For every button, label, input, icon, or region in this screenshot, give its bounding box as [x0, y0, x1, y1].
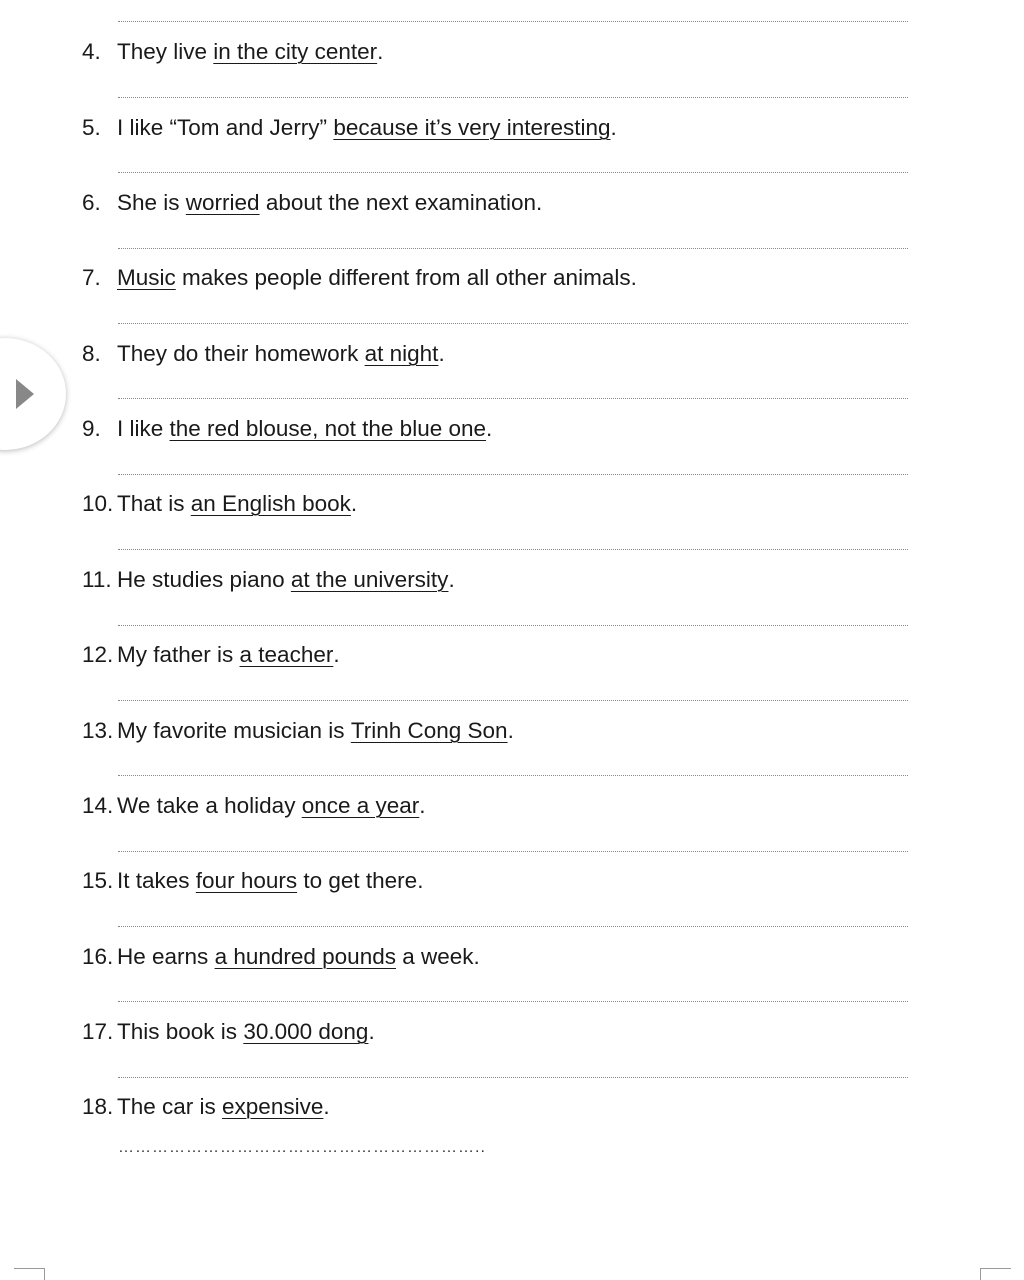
- item-number: 12.: [82, 642, 114, 667]
- item-text-after: .: [486, 416, 493, 441]
- play-icon: [16, 379, 34, 409]
- answer-line: [118, 625, 908, 626]
- page-corner-mark: [980, 1268, 1011, 1280]
- item-text-after: .: [368, 1019, 375, 1044]
- exercise-item-11: [82, 565, 455, 595]
- item-text-after: .: [507, 718, 514, 743]
- item-underlined-phrase: Trinh Cong Son: [350, 718, 508, 743]
- item-number: 17.: [82, 1019, 114, 1044]
- answer-line: [118, 775, 908, 776]
- exercise-item-10: [82, 489, 357, 519]
- answer-line: [118, 1077, 908, 1078]
- item-text-before: She is: [117, 190, 186, 215]
- item-text-after: to get there.: [297, 868, 424, 893]
- item-number: 6.: [82, 190, 101, 215]
- exercise-item-17: [82, 1017, 375, 1047]
- answer-line: [118, 248, 908, 249]
- item-number: 5.: [82, 115, 101, 140]
- item-underlined-phrase: Music: [117, 265, 176, 290]
- exercise-item-16: [82, 942, 480, 972]
- item-number: 14.: [82, 793, 114, 818]
- item-underlined-phrase: once a year: [301, 793, 420, 818]
- item-underlined-phrase: at the university: [290, 567, 449, 592]
- item-underlined-phrase: an English book: [190, 491, 351, 516]
- item-text-after: .: [323, 1094, 330, 1119]
- item-text-before: He earns: [117, 944, 215, 969]
- page-corner-mark: [14, 1268, 45, 1280]
- exercise-item-4: [82, 37, 383, 67]
- item-text-after: .: [350, 491, 358, 516]
- final-answer-line: ………………………………………………………..: [118, 1139, 486, 1156]
- item-text-after: .: [610, 115, 617, 140]
- exercise-item-18: [82, 1092, 330, 1122]
- item-number: 16.: [82, 944, 114, 969]
- exercise-item-14: [82, 791, 426, 821]
- item-number: 4.: [82, 39, 101, 64]
- item-text-before: It takes: [117, 868, 196, 893]
- exercise-item-5: [82, 113, 617, 143]
- exercise-item-8: [82, 339, 445, 369]
- exercise-item-12: [82, 640, 340, 670]
- item-text-before: They live: [117, 39, 214, 64]
- item-underlined-phrase: at night: [364, 341, 439, 366]
- item-text-before: The car is: [117, 1094, 223, 1119]
- item-text-before: I like: [117, 416, 170, 441]
- answer-line: [118, 474, 908, 475]
- item-text-before: This book is: [117, 1019, 244, 1044]
- exercise-item-13: [82, 716, 514, 746]
- item-number: 10.: [82, 491, 114, 516]
- answer-line: [118, 549, 908, 550]
- item-text-before: My favorite musician is: [117, 718, 351, 743]
- item-number: 9.: [82, 416, 101, 441]
- exercise-item-7: [82, 263, 637, 293]
- exercise-item-15: [82, 866, 423, 896]
- item-text-before: We take a holiday: [117, 793, 302, 818]
- item-text-before: I like “Tom and Jerry”: [117, 115, 334, 140]
- item-underlined-phrase: four hours: [195, 868, 298, 893]
- item-text-before: That is: [117, 491, 191, 516]
- item-underlined-phrase: because it’s very interesting: [333, 115, 611, 140]
- item-number: 13.: [82, 718, 114, 743]
- answer-line: [118, 21, 908, 22]
- answer-line: [118, 323, 908, 324]
- answer-line: [118, 700, 908, 701]
- item-underlined-phrase: the red blouse, not the blue one: [169, 416, 487, 441]
- answer-line: [118, 398, 908, 399]
- item-number: 11.: [82, 567, 112, 592]
- item-text-after: about the next examination.: [259, 190, 543, 215]
- item-number: 8.: [82, 341, 101, 366]
- item-text-after: makes people different from all other animals.: [175, 265, 637, 290]
- answer-line: [118, 1001, 908, 1002]
- item-underlined-phrase: a hundred pounds: [214, 944, 396, 969]
- item-text-before: They do their homework: [117, 341, 365, 366]
- item-underlined-phrase: worried: [185, 190, 260, 215]
- item-text-after: a week.: [395, 944, 480, 969]
- item-text-after: .: [333, 642, 340, 667]
- item-number: 15.: [82, 868, 114, 893]
- item-number: 7.: [82, 265, 101, 290]
- item-text-after: .: [448, 567, 455, 592]
- item-text-after: .: [419, 793, 426, 818]
- answer-line: [118, 851, 908, 852]
- item-underlined-phrase: a teacher: [239, 642, 334, 667]
- item-underlined-phrase: in the city center: [213, 39, 378, 64]
- item-text-before: My father is: [117, 642, 240, 667]
- exercise-item-6: [82, 188, 542, 218]
- answer-line: [118, 97, 908, 98]
- item-underlined-phrase: expensive: [222, 1094, 324, 1119]
- item-number: 18.: [82, 1094, 114, 1119]
- answer-line: [118, 926, 908, 927]
- item-text-after: .: [438, 341, 445, 366]
- exercise-item-9: [82, 414, 492, 444]
- item-text-after: .: [377, 39, 384, 64]
- answer-line: [118, 172, 908, 173]
- item-underlined-phrase: 30.000 dong: [243, 1019, 369, 1044]
- item-text-before: He studies piano: [117, 567, 291, 592]
